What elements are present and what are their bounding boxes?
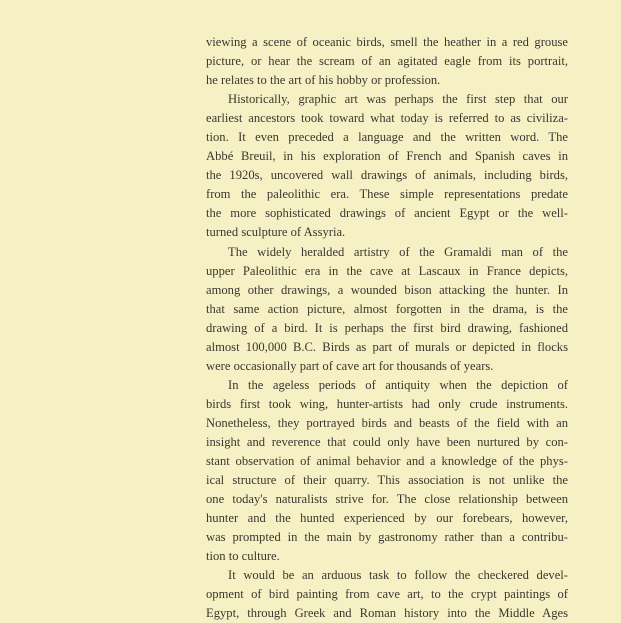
text-line: upper Paleolithic era in the cave at Lascaux in France depicts, [206,263,568,278]
text-line: among other drawings, a wounded bison attacking the hunter. In [206,282,568,297]
text-line: viewing a scene of oceanic birds, smell the heather in a red grouse [206,35,568,49]
text-line: from the paleolithic era. These simple representations predate [206,187,568,202]
text-line: one today's naturalists strive for. The close relationship between [206,492,568,507]
paragraph [206,243,568,376]
text-line: Nonetheless, they portrayed birds and beasts of the field with an [206,415,568,430]
text-line: earliest ancestors took toward what today is referred to as civiliza- [206,111,568,126]
text-line: was prompted in the main by gastronomy rather than a contribu- [206,530,568,545]
text-line: tion to culture. [206,549,280,564]
text-line: the 1920s, uncovered wall drawings of animals, including birds, [206,168,568,183]
text-line: birds first took wing, hunter-artists had only crude instruments. [206,396,568,411]
text-line: Historically, graphic art was perhaps the first step that our [228,92,568,107]
text-line: almost 100,000 B.C. Birds as part of murals or depicted in flocks [206,339,568,354]
text-line: were occasionally part of cave art for thousands of years. [206,358,494,373]
text-line: picture, or hear the scream of an agitated eagle from its portrait, [206,54,568,69]
text-line: It would be an arduous task to follow the checkered devel- [228,568,568,583]
text-line: Abbé Breuil, in his exploration of French and Spanish caves in [206,149,568,164]
text-line: In the ageless periods of antiquity when the depiction of [228,377,568,392]
text-line: turned sculpture of Assyria. [206,225,346,240]
paragraph [206,90,568,242]
text-line: tion. It even preceded a language and the written word. The [206,130,568,145]
paragraph [206,376,568,566]
paragraph [206,33,568,90]
text-line: he relates to the art of his hobby or profession. [206,73,441,88]
text-line: that same action picture, almost forgotten in the drama, is the [206,301,568,316]
text-line: drawing of a bird. It is perhaps the first bird drawing, fashioned [206,320,568,335]
text-column [206,33,568,623]
text-line: ical structure of their quarry. This association is not unlike the [206,473,568,488]
text-line: the more sophisticated drawings of ancient Egypt or the well- [206,206,568,221]
text-line: hunter and the hunted experienced by our forebears, however, [206,511,568,526]
text-line: opment of bird painting from cave art, to the crypt paintings of [206,587,568,602]
text-line: Egypt, through Greek and Roman history into the Middle Ages [206,606,568,621]
paragraph [206,566,568,623]
text-line: insight and reverence that could only have been nurtured by con- [206,434,568,449]
text-line: stant observation of animal behavior and a knowledge of the phys- [206,454,568,469]
text-line: The widely heralded artistry of the Gramaldi man of the [228,244,568,259]
